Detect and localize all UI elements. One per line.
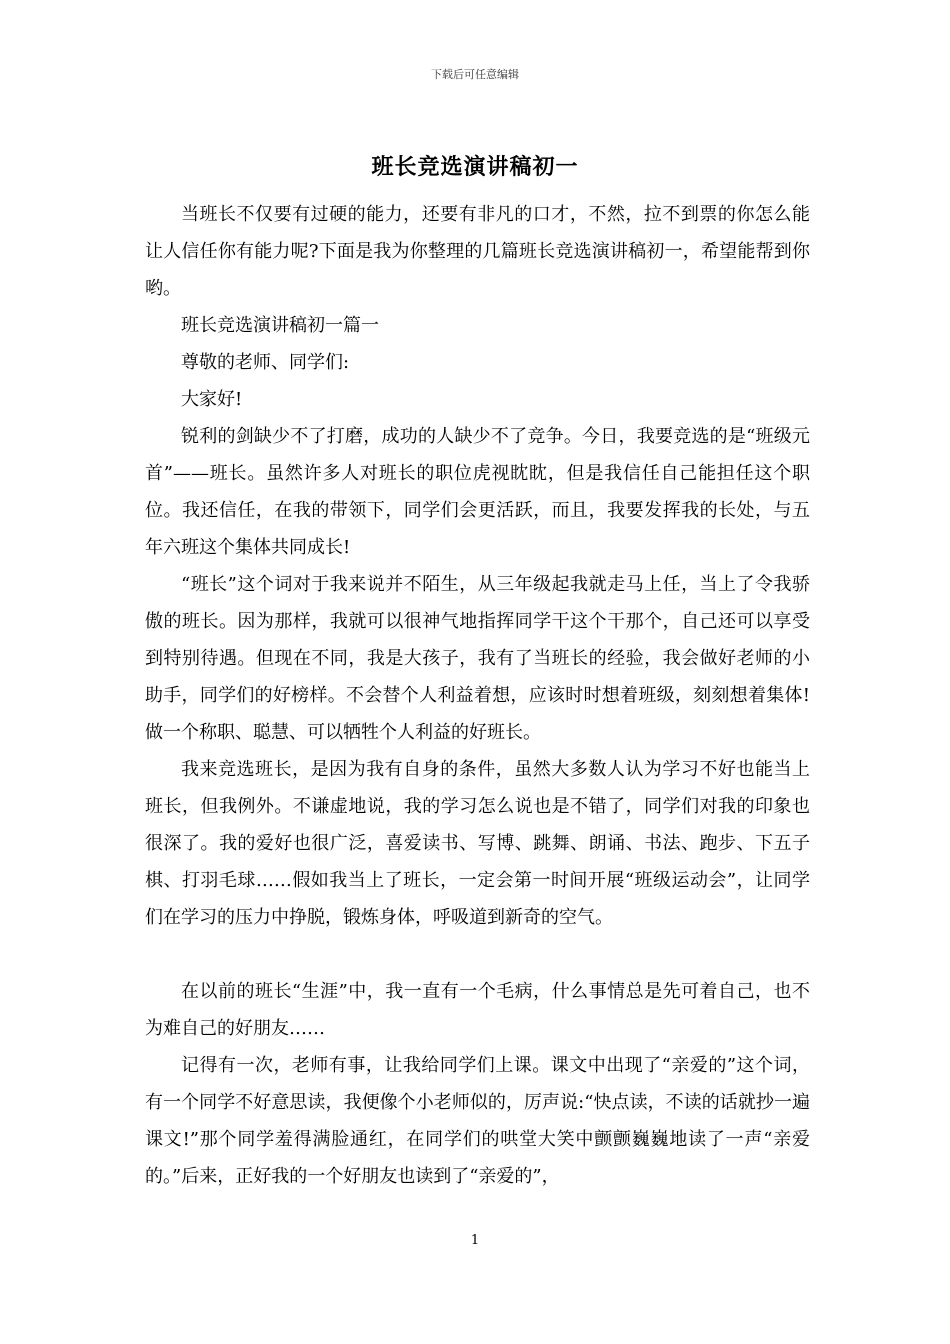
paragraph-body: “班长”这个词对于我来说并不陌生，从三年级起我就走马上任，当上了令我骄傲的班长。因为那样，我就可以很神气地指挥同学干这个干那个，自己还可以享受到特别待遇。但现在不同，我是大孩子，我有了当班长的经验，我会做好老师的小助手，同学们的好榜样。不会替个人利益着想，应该时时想着班级，刻刻想着集体!做一个称职、聪慧、可以牺牲个人利益的好班长。: [145, 574, 810, 743]
document-title: 班长竞选演讲稿初一: [371, 154, 579, 180]
page-header: 下载后可任意编辑: [431, 68, 519, 81]
document-body: [145, 196, 810, 1195]
paragraph-salutation: 尊敬的老师、同学们:: [181, 352, 350, 373]
paragraph-body: 我来竞选班长，是因为我有自身的条件，虽然大多数人认为学习不好也能当上班长，但我例外。不谦虚地说，我的学习怎么说也是不错了，同学们对我的印象也很深了。我的爱好也很广泛，喜爱读书、写博、跳舞、朗诵、书法、跑步、下五子棋、打羽毛球……假如我当上了班长，一定会第一时间开展“班级运动会”，让同学们在学习的压力中挣脱，锻炼身体，呼吸道到新奇的空气。: [145, 759, 810, 928]
paragraph-body: 记得有一次，老师有事，让我给同学们上课。课文中出现了“亲爱的”这个词，有一个同学不好意思读，我便像个小老师似的，厉声说:“快点读，不读的话就抄一遍课文!”那个同学羞得满脸通红，在同学们的哄堂大笑中颤颤巍巍地读了一声“亲爱的。”后来，正好我的一个好朋友也读到了“亲爱的”，: [145, 1055, 810, 1187]
page-number: 1: [470, 1233, 480, 1248]
paragraph-body: 在以前的班长“生涯”中，我一直有一个毛病，什么事情总是先可着自己，也不为难自己的好朋友……: [145, 981, 810, 1039]
paragraph-section-heading: 班长竞选演讲稿初一篇一: [181, 315, 379, 336]
paragraph-body: 锐利的剑缺少不了打磨，成功的人缺少不了竞争。今日，我要竞选的是“班级元首”——班长。虽然许多人对班长的职位虎视眈眈，但是我信任自己能担任这个职位。我还信任，在我的带领下，同学们会更活跃，而且，我要发挥我的长处，与五年六班这个集体共同成长!: [145, 426, 810, 558]
paragraph-intro: 当班长不仅要有过硬的能力，还要有非凡的口才，不然，拉不到票的你怎么能让人信任你有能力呢?下面是我为你整理的几篇班长竞选演讲稿初一，希望能帮到你哟。: [145, 204, 810, 299]
paragraph-greeting: 大家好!: [181, 389, 243, 410]
